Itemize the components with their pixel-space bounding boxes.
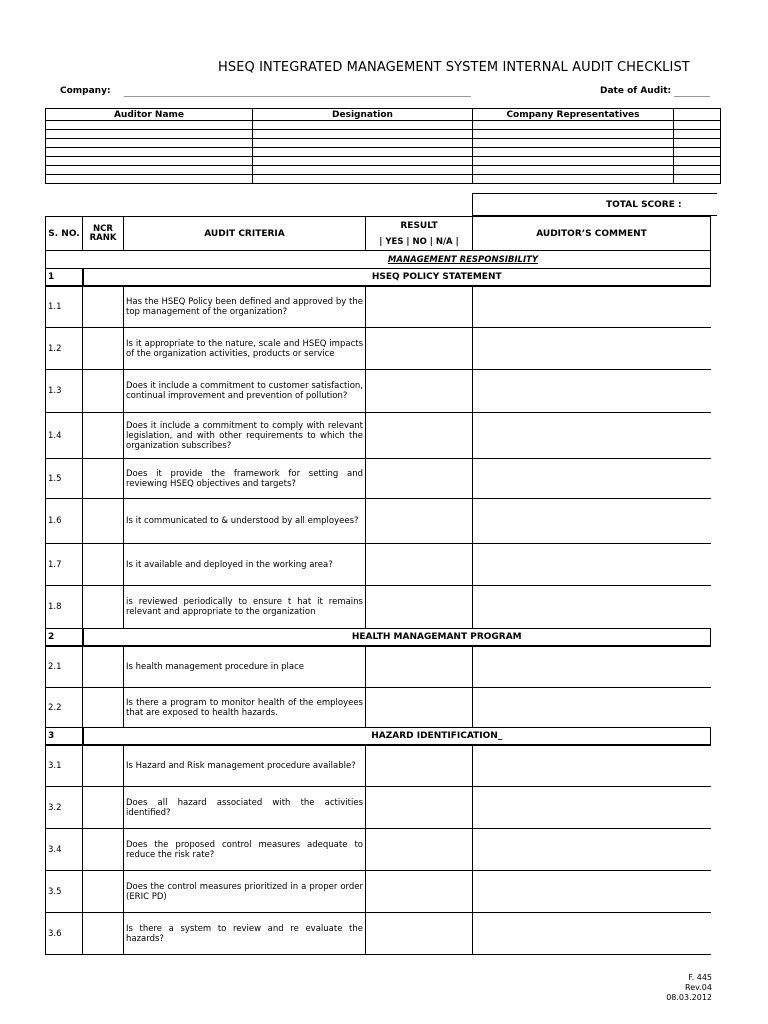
item-number: 1.4 [46, 413, 83, 459]
personnel-cell[interactable] [674, 157, 721, 166]
item-number: 3.6 [46, 913, 83, 955]
result-cell[interactable] [366, 328, 473, 370]
ncr-rank-cell[interactable] [83, 871, 124, 913]
personnel-cell[interactable] [674, 139, 721, 148]
personnel-cell[interactable] [46, 166, 253, 175]
checklist-row [46, 871, 711, 913]
form-revision: Rev.04 [685, 983, 712, 992]
item-number: 3.1 [46, 745, 83, 787]
checklist-row [46, 913, 711, 955]
audit-question: Does the control measures prioritized in a proper order (ERIC PD) [124, 871, 366, 913]
category-title: MANAGEMENT RESPONSIBILITY [387, 254, 539, 265]
personnel-cell[interactable] [253, 175, 473, 184]
result-cell[interactable] [366, 646, 473, 688]
personnel-cell[interactable] [473, 121, 674, 130]
personnel-cell[interactable] [253, 148, 473, 157]
personnel-cell[interactable] [46, 157, 253, 166]
audit-question: Does it provide the framework for setting and reviewing HSEQ objectives and targets? [124, 459, 366, 499]
checklist-row [46, 286, 711, 328]
personnel-cell[interactable] [674, 175, 721, 184]
result-cell[interactable] [366, 586, 473, 629]
result-cell[interactable] [366, 913, 473, 955]
ncr-rank-cell[interactable] [83, 544, 124, 586]
audit-criteria-header: AUDIT CRITERIA [124, 217, 366, 251]
checklist-row [46, 787, 711, 829]
audit-question: Is there a system to review and re evaluate the hazards? [124, 913, 366, 955]
category-row [46, 251, 711, 269]
personnel-cell[interactable] [46, 175, 253, 184]
extra-header [674, 109, 721, 121]
personnel-cell[interactable] [46, 121, 253, 130]
ncr-rank-cell[interactable] [83, 787, 124, 829]
item-number: 1.3 [46, 370, 83, 413]
ncr-rank-cell[interactable] [83, 286, 124, 328]
auditors-comment-header: AUDITOR’S COMMENT [473, 217, 711, 251]
checklist-row [46, 688, 711, 728]
checklist-row [46, 370, 711, 413]
item-number: 1.6 [46, 499, 83, 544]
item-number: 2.1 [46, 646, 83, 688]
form-footer [666, 973, 712, 1003]
company-field[interactable] [124, 96, 471, 97]
result-options: | YES | NO | N/A | [379, 236, 459, 247]
result-cell[interactable] [366, 413, 473, 459]
ncr-rank-cell[interactable] [83, 586, 124, 629]
auditor-comment-cell[interactable] [473, 871, 711, 913]
auditor-comment-cell[interactable] [473, 913, 711, 955]
result-cell[interactable] [366, 459, 473, 499]
item-number: 3.5 [46, 871, 83, 913]
personnel-cell[interactable] [473, 157, 674, 166]
auditor-comment-cell[interactable] [473, 328, 711, 370]
ncr-rank-cell[interactable] [83, 499, 124, 544]
audit-question: Is it available and deployed in the working area? [124, 544, 366, 586]
ncr-rank-cell[interactable] [83, 459, 124, 499]
personnel-cell[interactable] [473, 175, 674, 184]
item-number: 1.1 [46, 286, 83, 328]
item-number: 1.5 [46, 459, 83, 499]
ncr-rank-cell[interactable] [83, 688, 124, 728]
auditor-comment-cell[interactable] [473, 586, 711, 629]
auditor-comment-cell[interactable] [473, 413, 711, 459]
personnel-cell[interactable] [473, 148, 674, 157]
ncr-rank-cell[interactable] [83, 745, 124, 787]
auditor-comment-cell[interactable] [473, 459, 711, 499]
ncr-rank-cell[interactable] [83, 913, 124, 955]
item-number: 1.8 [46, 586, 83, 629]
auditor-comment-cell[interactable] [473, 829, 711, 871]
result-cell[interactable] [366, 688, 473, 728]
ncr-rank-cell[interactable] [83, 370, 124, 413]
designation-header: Designation [253, 109, 473, 121]
checklist-row [46, 328, 711, 370]
company-representatives-header: Company Representatives [473, 109, 674, 121]
result-cell[interactable] [366, 499, 473, 544]
result-cell[interactable] [366, 871, 473, 913]
audit-question: Is Hazard and Risk management procedure available? [124, 745, 366, 787]
result-cell[interactable] [366, 829, 473, 871]
section-number: 1 [46, 269, 83, 286]
form-number: F. 445 [688, 973, 712, 982]
auditor-comment-cell[interactable] [473, 370, 711, 413]
auditor-comment-cell[interactable] [473, 646, 711, 688]
section-title: HAZARD IDENTIFICATION_ [83, 728, 711, 745]
section-number: 2 [46, 629, 83, 646]
audit-question: Has the HSEQ Policy been defined and approved by the top management of the organization? [124, 286, 366, 328]
result-cell[interactable] [366, 787, 473, 829]
ncr-rank-cell[interactable] [83, 829, 124, 871]
item-number: 2.2 [46, 688, 83, 728]
result-cell[interactable] [366, 544, 473, 586]
auditor-comment-cell[interactable] [473, 787, 711, 829]
checklist-row [46, 646, 711, 688]
total-score-box [472, 193, 717, 216]
company-label: Company: [60, 86, 111, 96]
personnel-cell[interactable] [253, 139, 473, 148]
personnel-cell[interactable] [253, 157, 473, 166]
personnel-cell[interactable] [473, 139, 674, 148]
result-cell[interactable] [366, 370, 473, 413]
section-title: HSEQ POLICY STATEMENT [83, 269, 711, 286]
audit-checklist-table [45, 216, 711, 955]
checklist-row [46, 745, 711, 787]
form-date: 08.03.2012 [666, 993, 712, 1002]
auditor-name-header: Auditor Name [46, 109, 253, 121]
audit-question: Is health management procedure in place [124, 646, 366, 688]
total-score-label: TOTAL SCORE : [606, 200, 682, 210]
checklist-row [46, 459, 711, 499]
checklist-row [46, 829, 711, 871]
sno-header: S. NO. [46, 217, 83, 251]
personnel-cell[interactable] [674, 148, 721, 157]
result-cell[interactable] [366, 286, 473, 328]
document-title: HSEQ INTEGRATED MANAGEMENT SYSTEM INTERNAL AUDIT CHECKLIST [218, 60, 690, 75]
auditor-comment-cell[interactable] [473, 499, 711, 544]
result-label: RESULT [400, 220, 438, 231]
personnel-table [45, 108, 721, 184]
result-cell[interactable] [366, 745, 473, 787]
audit-question: is reviewed periodically to ensure t hat it remains relevant and appropriate to the organization [124, 586, 366, 629]
section-row [46, 629, 711, 646]
personnel-cell[interactable] [674, 130, 721, 139]
personnel-cell[interactable] [253, 130, 473, 139]
result-header [366, 217, 473, 251]
auditor-comment-cell[interactable] [473, 688, 711, 728]
personnel-cell[interactable] [253, 166, 473, 175]
personnel-cell[interactable] [473, 130, 674, 139]
item-number: 3.4 [46, 829, 83, 871]
checklist-row [46, 586, 711, 629]
auditor-comment-cell[interactable] [473, 286, 711, 328]
audit-question: Does all hazard associated with the activities identified? [124, 787, 366, 829]
personnel-cell[interactable] [674, 121, 721, 130]
audit-question: Is it communicated to & understood by all employees? [124, 499, 366, 544]
item-number: 1.2 [46, 328, 83, 370]
date-of-audit-label: Date of Audit: [600, 86, 672, 96]
ncr-rank-cell[interactable] [83, 328, 124, 370]
audit-question: Is it appropriate to the nature, scale and HSEQ impacts of the organization activities, products or service [124, 328, 366, 370]
personnel-cell[interactable] [46, 148, 253, 157]
personnel-cell[interactable] [46, 130, 253, 139]
ncr-rank-cell[interactable] [83, 646, 124, 688]
item-number: 1.7 [46, 544, 83, 586]
auditor-comment-cell[interactable] [473, 745, 711, 787]
personnel-cell[interactable] [473, 166, 674, 175]
section-title: HEALTH MANAGEMANT PROGRAM [83, 629, 711, 646]
audit-question: Does the proposed control measures adequate to reduce the risk rate? [124, 829, 366, 871]
checklist-row [46, 413, 711, 459]
checklist-row [46, 544, 711, 586]
audit-question: Is there a program to monitor health of the employees that are exposed to health hazards. [124, 688, 366, 728]
personnel-cell[interactable] [46, 139, 253, 148]
personnel-cell[interactable] [253, 121, 473, 130]
section-row [46, 728, 711, 745]
audit-question: Does it include a commitment to customer satisfaction, continual improvement and prevention of pollution? [124, 370, 366, 413]
section-row [46, 269, 711, 286]
audit-question: Does it include a commitment to comply with relevant legislation, and with other requirements to which the organization subscribes? [124, 413, 366, 459]
ncr-rank-cell[interactable] [83, 413, 124, 459]
personnel-cell[interactable] [674, 166, 721, 175]
item-number: 3.2 [46, 787, 83, 829]
ncr-rank-header: NCR RANK [83, 217, 124, 251]
auditor-comment-cell[interactable] [473, 544, 711, 586]
section-number: 3 [46, 728, 83, 745]
date-of-audit-field[interactable] [674, 96, 710, 97]
checklist-row [46, 499, 711, 544]
